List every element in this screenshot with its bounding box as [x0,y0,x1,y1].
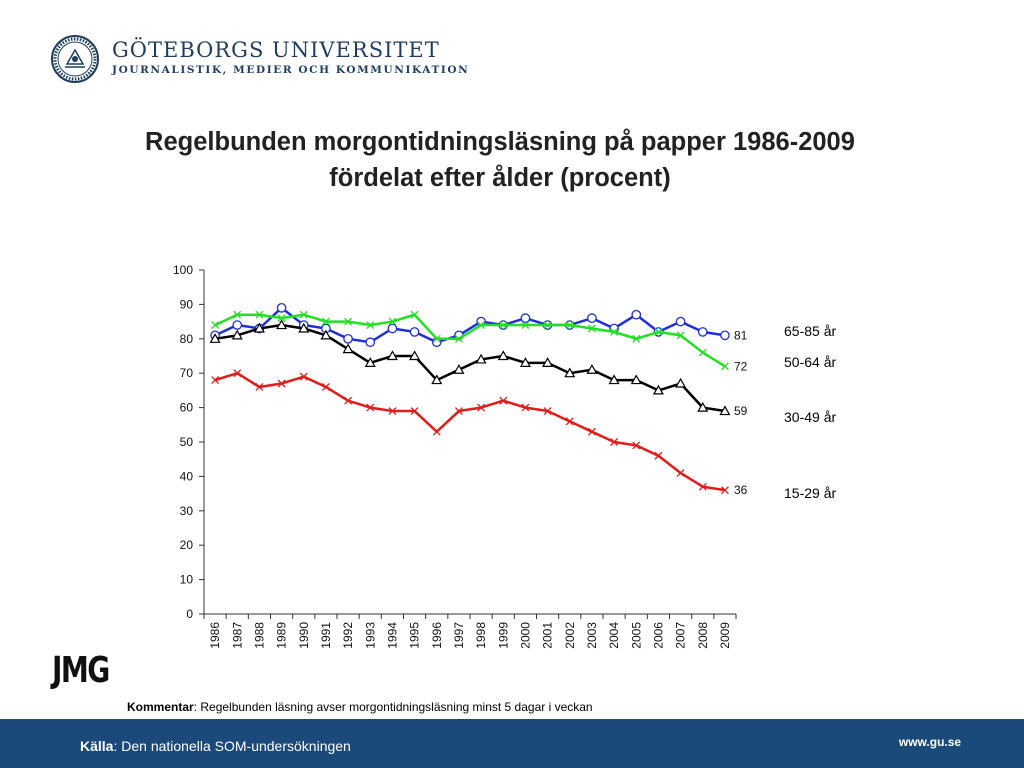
y-tick-label: 40 [179,469,193,484]
chart-title-line-2: fördelat efter ålder (procent) [329,164,671,192]
end-value-label: 81 [734,328,748,343]
series-line [215,315,725,367]
x-tick-label: 1989 [274,622,289,649]
data-point [388,324,396,332]
x-tick-label: 1996 [429,622,444,649]
series-line [215,373,725,490]
data-point [699,328,707,336]
data-point [676,379,685,387]
x-tick-label: 1998 [474,622,489,649]
data-point [344,335,352,343]
y-tick-label: 50 [179,435,193,449]
x-tick-label: 2002 [562,622,577,649]
x-tick-label: 1994 [385,622,400,649]
x-tick-label: 1987 [230,622,245,649]
legend-label-30-49: 30-49 år [784,409,837,425]
x-tick-label: 2008 [695,622,710,649]
chart-title-line-1: Regelbunden morgontidningsläsning på papper 1986-2009 [145,128,855,156]
y-tick-label: 80 [179,331,193,346]
data-point [433,428,440,435]
data-point [410,328,418,336]
website-link[interactable]: www.gu.se [898,735,962,749]
x-tick-label: 2001 [540,622,555,649]
x-tick-label: 2004 [607,622,622,649]
footer-bar [0,719,1024,768]
x-tick-label: 1992 [341,622,356,649]
x-tick-label: 1988 [252,622,267,649]
x-tick-label: 1999 [496,622,511,649]
university-name: GÖTEBORGS UNIVERSITET [112,38,440,62]
x-tick-label: 1991 [318,622,333,649]
x-tick-label: 1995 [407,622,422,649]
data-point [676,317,684,325]
y-tick-label: 100 [172,263,193,277]
y-tick-label: 30 [179,503,193,518]
end-value-label: 72 [734,359,748,374]
data-point [366,338,374,346]
data-point [521,314,529,322]
legend-label-15-29: 15-29 år [784,485,837,501]
data-point [677,469,684,476]
x-tick-label: 2003 [584,622,599,649]
comment-label: Kommentar [127,700,194,714]
y-tick-label: 20 [179,538,193,553]
comment-note [127,700,593,714]
data-point [699,349,706,356]
y-tick-label: 70 [179,366,193,381]
y-tick-label: 0 [186,607,193,621]
department-name: JOURNALISTIK, MEDIER OCH KOMMUNIKATION [112,64,470,76]
x-tick-label: 2000 [518,622,533,649]
data-point [233,321,241,329]
y-tick-label: 90 [179,297,193,312]
series-line [215,325,725,411]
end-value-label: 59 [734,404,748,419]
x-tick-label: 2005 [629,622,644,649]
data-point [721,331,729,339]
series-30-49-år [211,321,748,419]
data-point [632,311,640,319]
jmg-logo: JMG [52,650,109,691]
comment-text: : Regelbunden läsning avser morgontidningsläsning minst 5 dagar i veckan [193,700,593,714]
x-tick-label: 1993 [363,622,378,649]
y-tick-label: 10 [179,572,193,587]
series-line [215,308,725,342]
x-tick-label: 2007 [673,622,688,649]
y-tick-label: 60 [179,400,193,415]
x-tick-label: 1990 [296,622,311,649]
end-value-label: 36 [734,483,748,498]
legend-label-65-85: 65-85 år [784,323,837,339]
x-tick-label: 2009 [717,622,732,649]
data-point [277,304,285,312]
legend-label-50-64: 50-64 år [784,354,837,370]
source-text: : Den nationella SOM-undersökningen [113,738,351,754]
x-tick-label: 2006 [651,622,666,649]
chart-axes [173,263,736,649]
source-note [80,738,351,754]
chart-series [211,304,748,498]
data-point [588,314,596,322]
x-tick-label: 1986 [208,622,223,649]
data-point [721,363,728,370]
source-label: Källa [80,738,114,754]
x-tick-label: 1997 [451,622,466,649]
